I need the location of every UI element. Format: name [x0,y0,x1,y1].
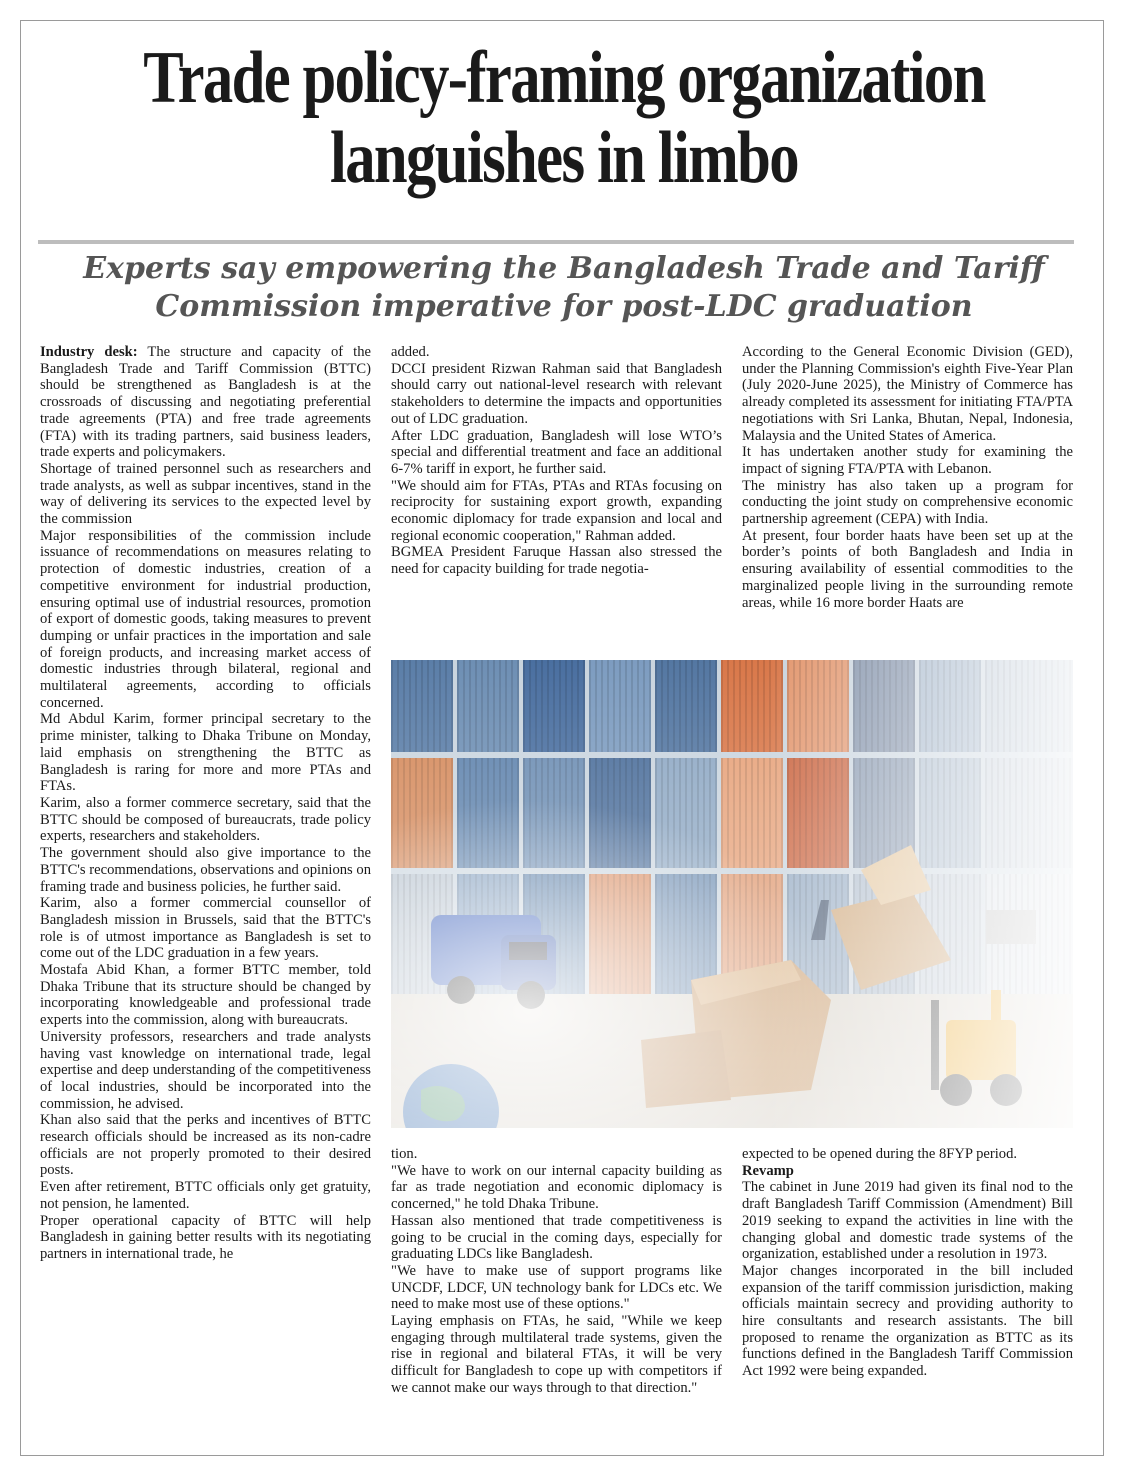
paragraph: Mostafa Abid Khan, a former BTTC member, told Dhaka Tribune that its structure should be changed by incorporating knowledgeable and professional trade experts into the commission, along with bureaucrats. [40,962,371,1029]
paragraph: It has undertaken another study for examining the impact of signing FTA/PTA with Lebanon. [742,444,1073,477]
paragraph: Shortage of trained personnel such as researchers and trade analysts, as well as subpar incentives, stand in the way of delivering its services to the expected level by the commission [40,460,371,528]
paragraph: According to the General Economic Division (GED), under the Planning Commission's eighth Five-Year Plan (July 2020-June 2025), the Ministry of Commerce has already completed its assessment for initiating FTA/PTA negotiations with Sri Lanka, Bhutan, Nepal, Indonesia, Malaysia and the United States of America. [742,344,1073,444]
paragraph: "We should aim for FTAs, PTAs and RTAs focusing on reciprocity for sustaining export growth, expanding economic diplomacy for trade expansion and local and regional economic cooperation," Rahman added. [391,477,722,544]
shipping-containers-illustration [391,660,1073,1128]
byline-label: Industry desk: [40,344,138,360]
paragraph: "We have to work on our internal capacity building as far as trade negotiation and economic diplomacy is concerned," he told Dhaka Tribune. [391,1162,722,1213]
paragraph: Major responsibilities of the commission include issuance of recommendations on measures relating to protection of domestic industries, creation of a competitive environment for industrial production, ensuring optimal use of industrial resources, promotion of export of domestic goods, taking measures to prevent dumping or unfair practices in the importation and sale of foreign products, and increasing market access of domestic industries through bilateral, regional and multilateral agreements, according to officials concerned. [40,527,371,711]
paragraph-text: The structure and capacity of the Bangladesh Trade and Tariff Commission (BTTC) should be strengthened as Bangladesh is at the crossroads of discussing and negotiating preferential trade agreements (PTA) and free trade agreements (FTA) with its trading partners, said business leaders, trade experts and policymakers. [40,344,371,461]
column-3-bottom [742,1146,1073,1380]
headline-rule [38,240,1074,244]
section-subheading: Revamp [742,1162,794,1179]
paragraph: tion. [391,1146,418,1162]
paragraph: BGMEA President Faruque Hassan also stressed the need for capacity building for trade negotia- [391,544,722,578]
paragraph: The government should also give importance to the BTTC's recommendations, observations and opinions on framing trade and business policies, he further said. [40,845,371,895]
paragraph: Proper operational capacity of BTTC will help Bangladesh in gaining better results with its negotiating partners in international trade, he [40,1212,371,1262]
paragraph: added. [391,344,430,360]
paragraph: Major changes incorporated in the bill included expansion of the tariff commission jurisdiction, making officials maintain secrecy and providing authority to hire consultants and research assistants. The bill proposed to rename the organization as BTTC as its functions defined in the Bangladesh Tariff Commission Act 1992 were being expanded. [742,1262,1073,1380]
column-2-top [391,344,722,578]
paragraph: expected to be opened during the 8FYP period. [742,1146,1018,1162]
paragraph: The ministry has also taken up a program for conducting the joint study on comprehensive economic partnership agreement (CEPA) with India. [742,477,1073,528]
column-3-top [742,344,1073,611]
headline: Trade policy-framing organization languishes in limbo [143,37,985,199]
paragraph: Khan also said that the perks and incentives of BTTC research officials should be increased as its non-cadre officials are not properly promoted to their desired posts. [40,1112,371,1179]
paragraph: Karim, also a former commercial counsellor of Bangladesh mission in Brussels, said that the BTTC's role is of utmost importance as Bangladesh is set to come out of the LDC graduation in a few years. [40,895,371,962]
paragraph: DCCI president Rizwan Rahman said that Bangladesh should carry out national-level research with relevant stakeholders to determine the impacts and opportunities out of LDC graduation. [391,360,722,427]
paragraph: "We have to make use of support programs like UNCDF, LDCF, UN technology bank for LDCs etc. We need to make most use of these options." [391,1262,722,1313]
paragraph: At present, four border haats have been set up at the border’s points of both Bangladesh and India in ensuring availability of essential commodities to the marginalized people living in the surrounding remote areas, while 16 more border Haats are [742,527,1073,611]
paragraph [40,344,371,461]
paragraph: Md Abdul Karim, former principal secretary to the prime minister, talking to Dhaka Tribune on Monday, laid emphasis on strengthening the BTTC as Bangladesh is raring for more and more PTAs and FTAs. [40,711,371,795]
paragraph: University professors, researchers and trade analysts having vast knowledge on international trade, legal expertise and deep understanding of the competitiveness of local industries, should be incorporated into the commission, he advised. [40,1028,371,1112]
paragraph: Karim, also a former commerce secretary, said that the BTTC should be composed of bureaucrats, trade policy experts, researchers and stakeholders. [40,794,371,845]
column-2-bottom [391,1146,722,1397]
column-1 [40,344,371,1263]
paragraph: After LDC graduation, Bangladesh will lose WTO’s special and differential treatment and face an additional 6-7% tariff in export, he further said. [391,427,722,477]
paragraph: Even after retirement, BTTC officials only get gratuity, not pension, he lamented. [40,1179,371,1212]
article-photo [391,660,1073,1128]
paragraph: Hassan also mentioned that trade competitiveness is going to be crucial in the coming days, especially for graduating LDCs like Bangladesh. [391,1212,722,1263]
paragraph: Laying emphasis on FTAs, he said, "While we keep engaging through multilateral trade systems, given the rise in regional and bilateral FTAs, it will be very difficult for Bangladesh to cope up with competitors if we cannot make our ways through to that direction." [391,1313,722,1396]
paragraph: The cabinet in June 2019 had given its final nod to the draft Bangladesh Tariff Commission (Amendment) Bill 2019 seeking to expand the activities in line with the changing global and domestic trade systems of the organization, established under a resolution in 1973. [742,1179,1073,1263]
subheadline: Experts say empowering the Bangladesh Trade and Tariff Commission imperative for post-LDC graduation [83,251,1045,324]
